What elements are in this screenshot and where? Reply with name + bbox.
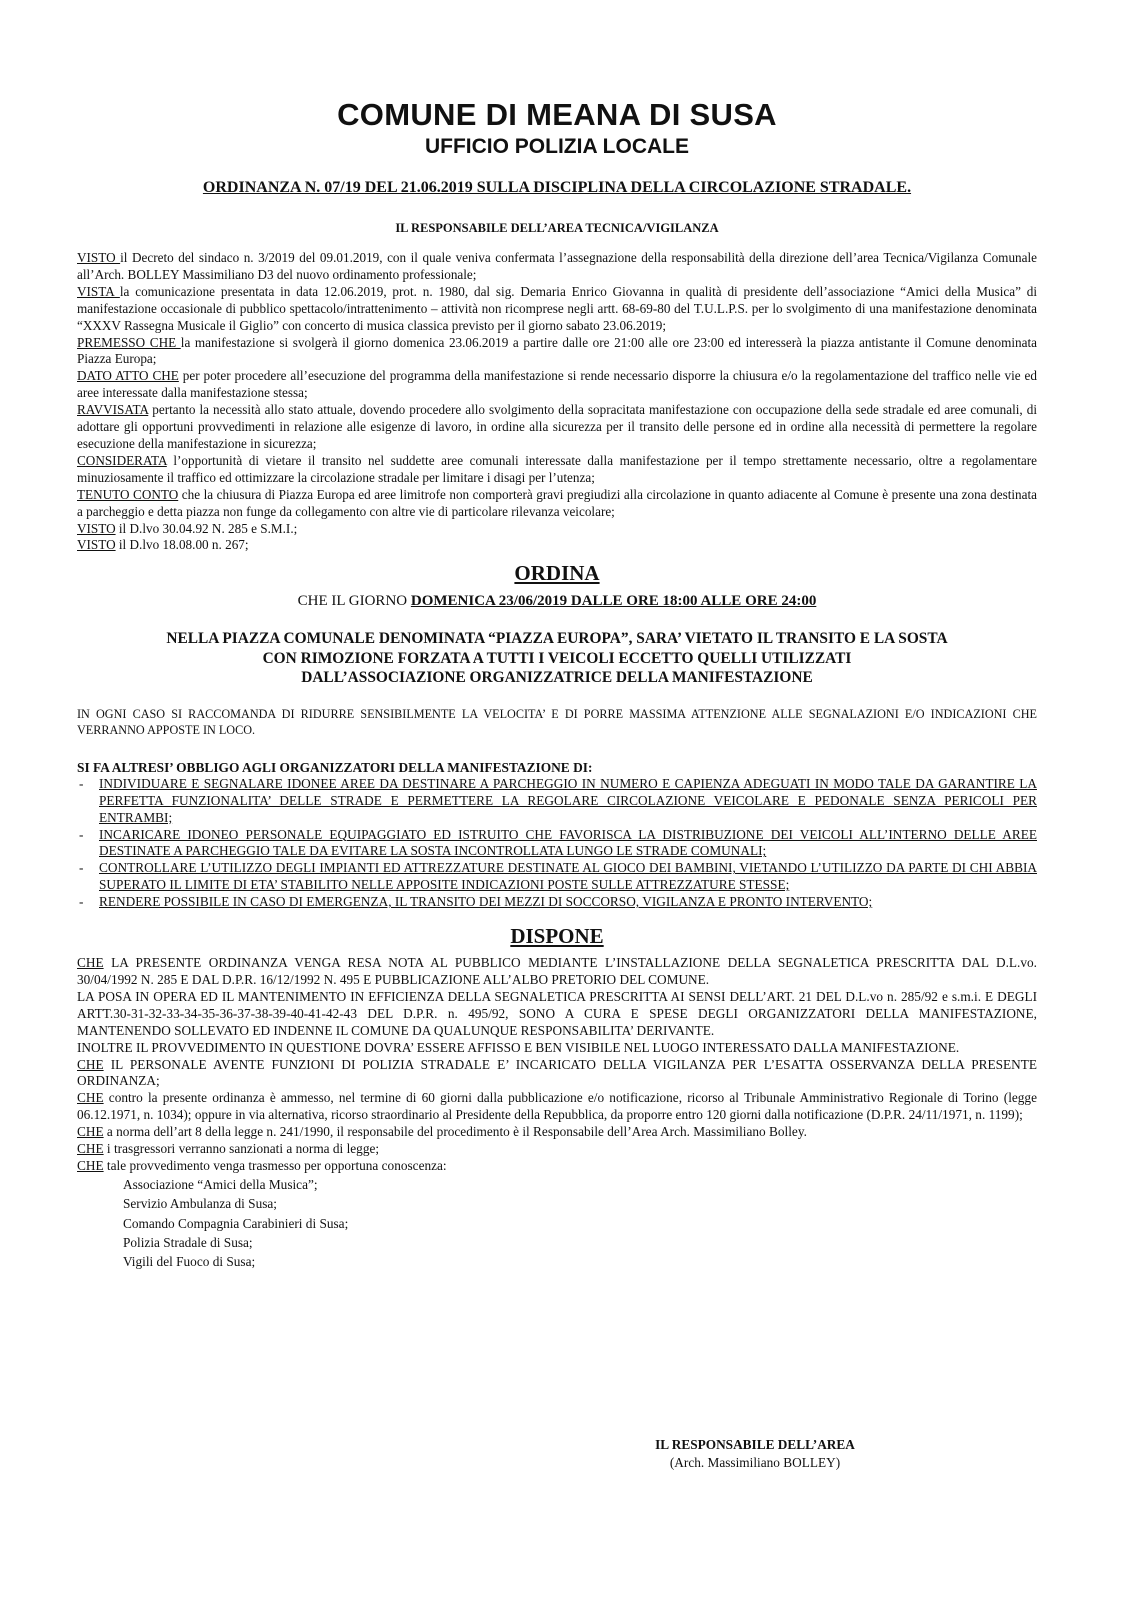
dispone-section (77, 955, 1037, 1175)
ordinanza-title: ORDINANZA N. 07/19 DEL 21.06.2019 SULLA DISCIPLINA DELLA CIRCOLAZIONE STRADALE. (202, 179, 912, 196)
signature-title: IL RESPONSABILE DELL’AREA (655, 1437, 855, 1452)
premise-text: la comunicazione presentata in data 12.06.2019, prot. n. 1980, dal sig. Demaria Enrico Giovanna in qualità di presidente dell’associazione “Amici della Musica” di manifestazione occasionale di pubblico spettacolo/intrattenimento – attività non ricomprese negli artt. 68-69-80 del T.U.L.P.S. per lo svolgimento di una manifestazione denominata “XXXV Rassegna Musicale il Giglio” con concerto di musica classica previsto per il giorno sabato 23.06.2019; (77, 283, 1037, 333)
dispone-text: a norma dell’art 8 della legge n. 241/1990, il responsabile del procedimento è il Responsabile dell’Area Arch. Massimiliano Bolley. (103, 1124, 807, 1140)
recipients-list (77, 1175, 1037, 1272)
premise-keyword: VISTO (77, 537, 116, 553)
list-item-text: CONTROLLARE L’UTILIZZO DEGLI IMPIANTI ED ATTREZZATURE DESTINATE AL GIOCO DEI BAMBINI, VIETANDO L’UTILIZZO DA PARTE DI CHI ABBIA SUPERATO IL LIMITE DI ETA’ STABILITO NELLE APPOSITE INDICAZIONI POSTE SULLE ATTREZZATURE STESSE; (99, 860, 1037, 893)
premise-paragraph (77, 335, 1037, 369)
comune-title: COMUNE DI MEANA DI SUSA (337, 97, 777, 132)
dash-bullet: - (79, 826, 84, 842)
premise-keyword: TENUTO CONTO (77, 486, 179, 502)
premise-keyword: VISTO (77, 520, 116, 536)
premise-text: il Decreto del sindaco n. 3/2019 del 09.01.2019, con il quale veniva confermata l’assegnazione della responsabilità della direzione dell’area Tecnica/Vigilanza Comunale all’Arch. BOLLEY Massimiliano D3 del nuovo ordinamento professionale; (77, 250, 1037, 282)
obblighi-list (77, 776, 1037, 911)
recipient-item: Servizio Ambulanza di Susa; (123, 1196, 277, 1212)
premise-paragraph (77, 453, 1037, 487)
premises-section (77, 250, 1037, 554)
signature-name: (Arch. Massimiliano BOLLEY) (669, 1455, 841, 1470)
divieto-line: CON RIMOZIONE FORZATA A TUTTI I VEICOLI ECCETTO QUELLI UTILIZZATI (262, 649, 852, 667)
premise-paragraph (77, 487, 1037, 521)
premise-keyword: PREMESSO CHE (77, 334, 181, 350)
premise-paragraph (77, 537, 1037, 554)
che-keyword: CHE (77, 1090, 104, 1106)
premise-text: il D.lvo 30.04.92 N. 285 e S.M.I.; (115, 520, 298, 536)
list-item (77, 894, 1037, 911)
premise-keyword: RAVVISATA (77, 402, 149, 418)
che-keyword: CHE (77, 955, 104, 971)
premise-keyword: DATO ATTO CHE (77, 368, 179, 384)
che-keyword: CHE (77, 1056, 104, 1072)
che-giorno-line (77, 592, 1037, 611)
recipient-item: Polizia Stradale di Susa; (123, 1235, 253, 1251)
obblighi-heading: SI FA ALTRESI’ OBBLIGO AGLI ORGANIZZATORI DELLA MANIFESTAZIONE DI: (77, 759, 593, 775)
dispone-text: IL PERSONALE AVENTE FUNZIONI DI POLIZIA STRADALE E’ INCARICATO DELLA VIGILANZA PER L’ESATTA OSSERVANZA DELLA PRESENTE ORDINANZA; (77, 1056, 1037, 1089)
document-page (77, 96, 1037, 1272)
dash-bullet: - (79, 860, 84, 876)
premise-text: per poter procedere all’esecuzione del programma della manifestazione si rende necessario disporre la chiusura e/o la regolamentazione del traffico nelle vie ed aree interessate dalla manifestazione stessa; (77, 368, 1037, 401)
dispone-text: LA PRESENTE ORDINANZA VENGA RESA NOTA AL PUBBLICO MEDIANTE L’INSTALLAZIONE DELLA SEGNALETICA PRESCRITTA DAL D.L.vo. 30/04/1992 N. 285 E DAL D.P.R. 16/12/1992 N. 495 E PUBBLICAZIONE ALL’ALBO PRETORIO DEL COMUNE. (77, 955, 1037, 987)
list-item (77, 776, 1037, 827)
premise-paragraph (77, 284, 1037, 335)
che-giorno-date: DOMENICA 23/06/2019 DALLE ORE 18:00 ALLE ORE 24:00 (410, 593, 817, 610)
premise-text: la manifestazione si svolgerà il giorno domenica 23.06.2019 a partire dalle ore 21:00 alle ore 23:00 ed interesserà la piazza antistante il Comune denominata Piazza Europa; (77, 334, 1037, 367)
dispone-paragraph: LA POSA IN OPERA ED IL MANTENIMENTO IN EFFICIENZA DELLA SEGNALETICA PRESCRITTA AI SENSI DELL’ART. 21 DEL D.L.vo n. 285/92 e s.m.i. E DEGLI ARTT.30-31-32-33-34-35-36-37-38-39-40-41-42-43 DEL D.P.R. n. 495/92, SONO A CURA E SPESE DEGLI ORGANIZZATORI DELLA MANIFESTAZIONE, MANTENENDO SOLLEVATO ED INDENNE IL COMUNE DA QUALUNQUE RESPONSABILITA’ DERIVANTE. (77, 988, 1037, 1038)
premise-text: l’opportunità di vietare il transito nel suddette aree comunali interessate dalla manifestazione per il tempo strettamente necessario, oltre a regolamentare minuziosamente il traffico ed ottimizzare la circolazione stradale per limitare i disagi per l’utenza; (77, 452, 1037, 485)
list-item (77, 827, 1037, 861)
list-item-text: INCARICARE IDONEO PERSONALE EQUIPAGGIATO ED ISTRUITO CHE FAVORISCA LA DISTRIBUZIONE DEI VEICOLI ALL’INTERNO DELLE AREE DESTINATE A PARCHEGGIO TALE DA EVITARE LA SOSTA INCONTROLLATA LUNGO LE STRADE COMUNALI; (99, 826, 1037, 859)
premise-paragraph (77, 521, 1037, 538)
premise-text: il D.lvo 18.08.00 n. 267; (115, 537, 249, 553)
che-keyword: CHE (77, 1141, 104, 1157)
dispone-paragraph (77, 1057, 1037, 1091)
che-giorno-prefix: CHE IL GIORNO (297, 593, 411, 610)
dispone-paragraph (77, 955, 1037, 989)
ufficio-title: UFFICIO POLIZIA LOCALE (424, 135, 690, 158)
raccomandazione-text: IN OGNI CASO SI RACCOMANDA DI RIDURRE SENSIBILMENTE LA VELOCITA’ E DI PORRE MASSIMA ATTENZIONE ALLE SEGNALAZIONI E/O INDICAZIONI CHE VERRANNO APPOSTE IN LOCO. (77, 706, 1037, 738)
list-item (77, 860, 1037, 894)
divieto-line: DALL’ASSOCIAZIONE ORGANIZZATRICE DELLA MANIFESTAZIONE (301, 669, 813, 687)
dispone-paragraph (77, 1141, 1037, 1158)
dash-bullet: - (79, 894, 84, 910)
premise-paragraph (77, 368, 1037, 402)
dispone-paragraph (77, 1124, 1037, 1141)
premise-text: che la chiusura di Piazza Europa ed aree limitrofe non comporterà gravi pregiudizi alla circolazione in quanto adiacente al Comune è presente una zona destinata a parcheggio e detta piazza non funge da collegamento con altre vie di particolare rilevanza veicolare; (77, 486, 1037, 519)
dispone-heading: DISPONE (510, 924, 604, 949)
dispone-text: tale provvedimento venga trasmesso per opportuna conoscenza: (103, 1157, 447, 1173)
ordina-heading: ORDINA (514, 561, 600, 586)
list-item-text: INDIVIDUARE E SEGNALARE IDONEE AREE DA DESTINARE A PARCHEGGIO IN NUMERO E CAPIENZA ADEGUATI IN MODO TALE DA GARANTIRE LA PERFETTA FUNZIONALITA’ DELLE STRADE E PERMETTERE LA REGOLARE CIRCOLAZIONE VEICOLARE E PEDONALE SENZA PERICOLI PER ENTRAMBI; (99, 775, 1037, 825)
premise-keyword: VISTA (77, 283, 120, 299)
dispone-paragraph (77, 1158, 1037, 1175)
recipient-item: Vigili del Fuoco di Susa; (123, 1254, 256, 1270)
responsabile-heading: IL RESPONSABILE DELL’AREA TECNICA/VIGILANZA (395, 221, 719, 235)
divieto-block (77, 629, 1037, 688)
premise-keyword: VISTO (77, 250, 121, 265)
dispone-paragraph: INOLTRE IL PROVVEDIMENTO IN QUESTIONE DOVRA’ ESSERE AFFISSO E BEN VISIBILE NEL LUOGO INTERESSATO DALLA MANIFESTAZIONE. (77, 1039, 960, 1055)
dispone-paragraph (77, 1090, 1037, 1124)
divieto-line: NELLA PIAZZA COMUNALE DENOMINATA “PIAZZA EUROPA”, SARA’ VIETATO IL TRANSITO E LA SOSTA (166, 630, 948, 648)
che-keyword: CHE (77, 1124, 104, 1140)
premise-paragraph (77, 250, 1037, 284)
premise-text: pertanto la necessità allo stato attuale, dovendo procedere allo svolgimento della sopracitata manifestazione con occupazione della sede stradale ed aree comunali, di adottare gli opportuni provvedimenti in relazione alle esigenze di lavoro, in ordine alla sicurezza per il transito delle persone ed in ordine alla necessità di permettere la regolare esecuzione della manifestazione in sicurezza; (77, 402, 1037, 451)
che-keyword: CHE (77, 1157, 104, 1173)
recipient-item: Comando Compagnia Carabinieri di Susa; (123, 1215, 349, 1231)
recipient-item: Associazione “Amici della Musica”; (123, 1176, 318, 1192)
dispone-text: contro la presente ordinanza è ammesso, nel termine di 60 giorni dalla pubblicazione e/o notificazione, ricorso al Tribunale Amministrativo Regionale di Torino (legge 06.12.1971, n. 1034); oppure in via alternativa, ricorso straordinario al Presidente della Repubblica, da proporre entro 120 giorni dalla notificazione (D.P.R. 24/11/1971, n. 1199); (77, 1090, 1037, 1123)
list-item-text: RENDERE POSSIBILE IN CASO DI EMERGENZA, IL TRANSITO DEI MEZZI DI SOCCORSO, VIGILANZA E PRONTO INTERVENTO; (99, 894, 873, 910)
dash-bullet: - (79, 775, 84, 791)
dispone-text: i trasgressori verranno sanzionati a norma di legge; (103, 1141, 380, 1157)
premise-paragraph (77, 402, 1037, 453)
premise-keyword: CONSIDERATA (77, 452, 167, 468)
signature-block (590, 1436, 920, 1472)
